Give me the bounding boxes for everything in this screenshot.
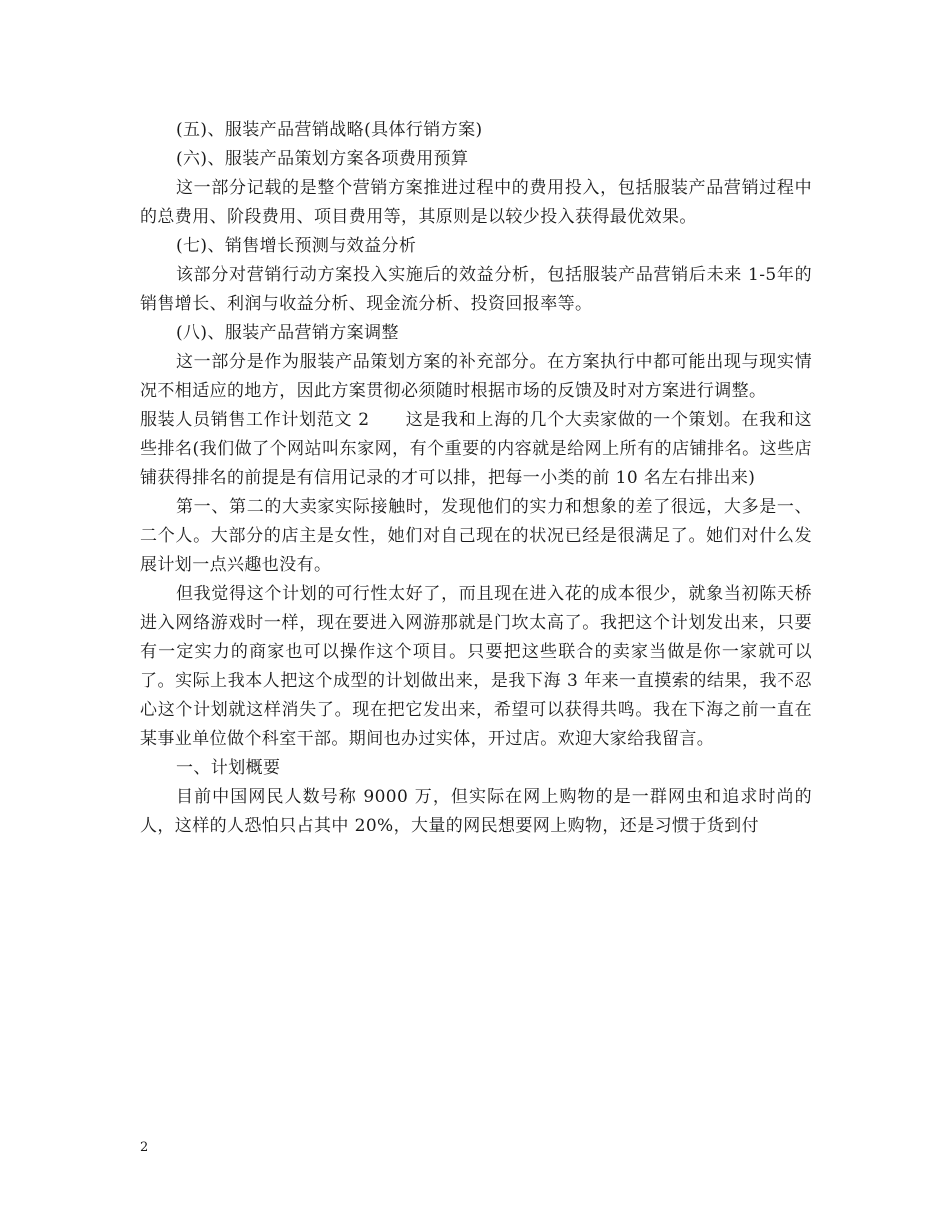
paragraph-cost-description: 这一部分记载的是整个营销方案推进过程中的费用投入，包括服装产品营销过程中的总费用、阶段费用、项目费用等，其原则是以较少投入获得最优效果。 [140,178,812,227]
heading-plan-summary: 一、计划概要 [176,758,281,778]
section-intro: 这是我和上海的几个大卖家做的一个策划。在我和这些排名(我们做了个网站叫东家网，有个重要的内容就是给网上所有的店铺排名。这些店铺获得排名的前提是有信用记录的才可以排，把每一小类的前 10 名左右排出来) [140,410,812,488]
document-body [140,116,812,841]
heading-marketing-strategy: (五)、服装产品营销战略(具体行销方案) [176,120,483,140]
paragraph-seller-contact: 第一、第二的大卖家实际接触时，发现他们的实力和想象的差了很远，大多是一、二个人。大部分的店主是女性，她们对自己现在的状况已经是很满足了。她们对什么发展计划一点兴趣也没有。 [140,497,812,575]
paragraph-benefit-analysis: 该部分对营销行动方案投入实施后的效益分析，包括服装产品营销后未来 1-5年的销售增长、利润与收益分析、现金流分析、投资回报率等。 [140,265,812,314]
heading-cost-budget: (六)、服装产品策划方案各项费用预算 [176,149,469,169]
section-heading: 服装人员销售工作计划范文 2 [140,410,370,430]
section-paragraph [140,406,812,493]
paragraph-adjustment-description: 这一部分是作为服装产品策划方案的补充部分。在方案执行中都可能出现与现实情况不相适应的地方，因此方案贯彻必须随时根据市场的反馈及时对方案进行调整。 [140,352,812,401]
paragraph-plan-feasibility: 但我觉得这个计划的可行性太好了，而且现在进入花的成本很少，就象当初陈天桥进入网络游戏时一样，现在要进入网游那就是门坎太高了。我把这个计划发出来，只要有一定实力的商家也可以操作这个项目。只要把这些联合的卖家当做是你一家就可以了。实际上我本人把这个成型的计划做出来，是我下海 3 年来一直摸索的结果，我不忍心这个计划就这样消失了。现在把它发出来，希望可以获得共鸣。我在下海之前一直在某事业单位做个科室干部。期间也办过实体，开过店。欢迎大家给我留言。 [140,584,812,749]
page-number: 2 [140,1140,149,1155]
paragraph-netizen-stats: 目前中国网民人数号称 9000 万，但实际在网上购物的是一群网虫和追求时尚的人，这样的人恐怕只占其中 20%，大量的网民想要网上购物，还是习惯于货到付 [140,787,812,836]
heading-plan-adjustment: (八)、服装产品营销方案调整 [176,323,399,343]
heading-sales-forecast: (七)、销售增长预测与效益分析 [176,236,417,256]
